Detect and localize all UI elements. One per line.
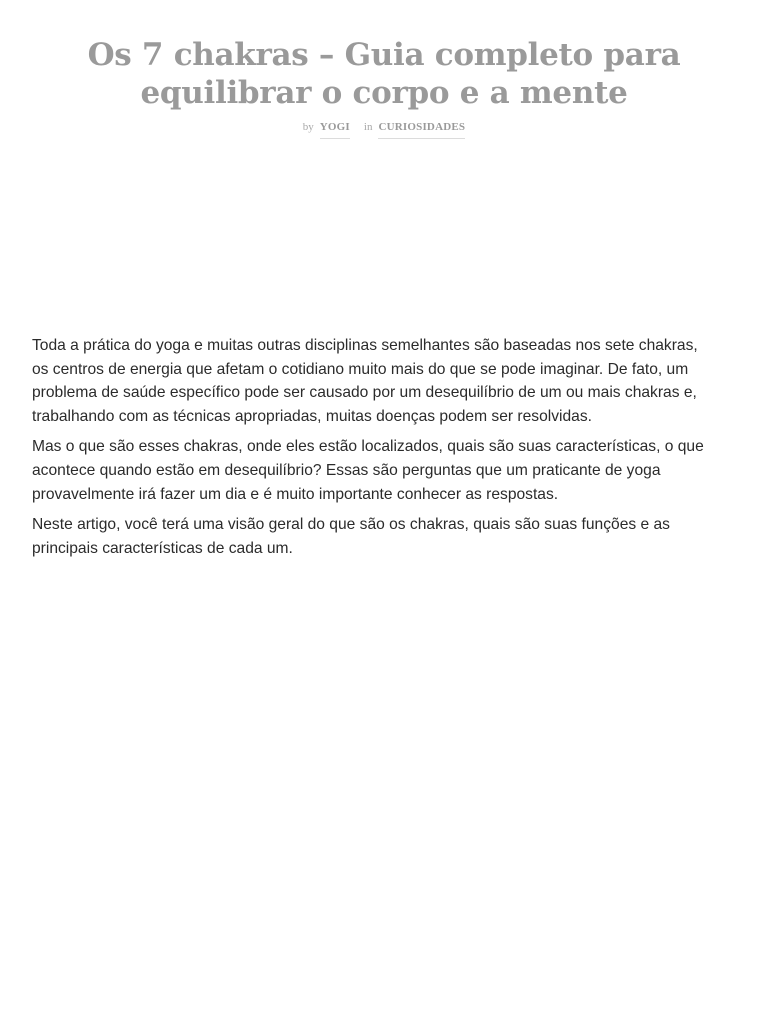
article-meta	[0, 120, 768, 139]
paragraph-questions: Mas o que são esses chakras, onde eles estão localizados, quais são suas características, o que acontece quando estão em desequilíbrio? Essas são perguntas que um praticante de yoga provavelmente irá fazer um dia e é muito importante conhecer as respostas.	[32, 438, 704, 503]
in-label: in	[363, 121, 373, 133]
article-body	[32, 334, 708, 567]
category-link[interactable]: CURIOSIDADES	[378, 120, 465, 139]
article-header	[0, 36, 768, 139]
paragraph-overview: Neste artigo, você terá uma visão geral do que são os chakras, quais são suas funções e as principais características de cada um.	[32, 516, 670, 557]
by-label: by	[302, 121, 314, 133]
paragraph-intro: Toda a prática do yoga e muitas outras disciplinas semelhantes são baseadas nos sete chakras, os centros de energia que afetam o cotidiano muito mais do que se pode imaginar. De fato, um problema de saúde específico pode ser causado por um desequilíbrio de um ou mais chakras e, trabalhando com as técnicas apropriadas, muitas doenças podem ser resolvidas.	[32, 337, 698, 425]
author-link[interactable]: YOGI	[320, 120, 350, 139]
article-title: Os 7 chakras – Guia completo para equilibrar o corpo e a mente	[87, 37, 681, 111]
